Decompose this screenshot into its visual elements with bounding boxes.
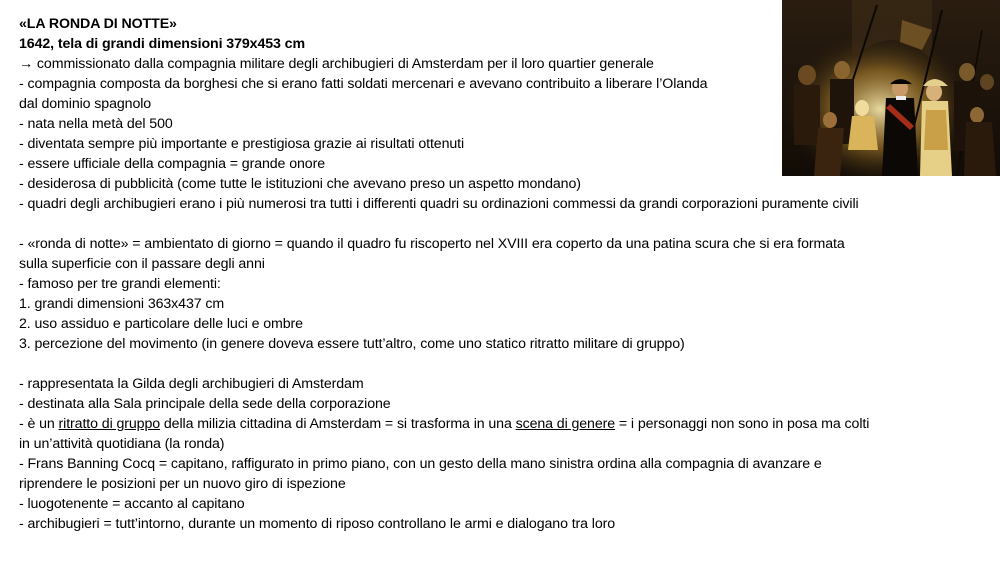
underlined-term-ritratto: ritratto di gruppo bbox=[58, 416, 161, 432]
text-line: 3. percezione del movimento (in genere doveva essere tutt’altro, come uno statico ritratto militare di gruppo) bbox=[19, 336, 685, 352]
blank-line bbox=[19, 354, 989, 374]
slide-title: «LA RONDA DI NOTTE» bbox=[19, 16, 177, 32]
text-line bbox=[19, 414, 989, 434]
text-line: - quadri degli archibugieri erano i più numerosi tra tutti i differenti quadri su ordinazioni commessi da grandi corporazioni puramente civili bbox=[19, 196, 859, 212]
text-line: - archibugieri = tutt’intorno, durante un momento di riposo controllano le armi e dialogano tra loro bbox=[19, 516, 616, 532]
text-line: - «ronda di notte» = ambientato di giorno = quando il quadro fu riscoperto nel XVIII era coperto da una patina scura che si era formata bbox=[19, 236, 845, 252]
text-line: - compagnia composta da borghesi che si erano fatti soldati mercenari e avevano contribuito a liberare l’Olanda bbox=[19, 76, 708, 92]
text-segment: = i personaggi non sono in posa ma colti bbox=[615, 416, 870, 432]
text-line: riprendere le posizioni per un nuovo giro di ispezione bbox=[19, 476, 346, 492]
text-line: - luogotenente = accanto al capitano bbox=[19, 496, 245, 512]
text-line: - diventata sempre più importante e prestigiosa grazie ai risultati ottenuti bbox=[19, 136, 465, 152]
underlined-term-scena: scena di genere bbox=[515, 416, 616, 432]
text-line: - rappresentata la Gilda degli archibugieri di Amsterdam bbox=[19, 376, 364, 392]
text-line: in un’attività quotidiana (la ronda) bbox=[19, 436, 225, 452]
text-line: - famoso per tre grandi elementi: bbox=[19, 276, 221, 292]
text-line: - desiderosa di pubblicità (come tutte le istituzioni che avevano preso un aspetto mondano) bbox=[19, 176, 581, 192]
text-segment: - è un bbox=[19, 416, 59, 432]
text-line: - Frans Banning Cocq = capitano, raffigurato in primo piano, con un gesto della mano sinistra ordina alla compagnia di avanzare e bbox=[19, 456, 822, 472]
painting-image bbox=[782, 0, 1000, 176]
arrow-icon: → bbox=[19, 56, 34, 72]
text-line-content: commissionato dalla compagnia militare degli archibugieri di Amsterdam per il loro quartier generale bbox=[33, 56, 654, 72]
night-watch-painting-icon bbox=[782, 0, 1000, 176]
text-line: sulla superficie con il passare degli anni bbox=[19, 256, 265, 272]
text-line: - destinata alla Sala principale della sede della corporazione bbox=[19, 396, 391, 412]
blank-line bbox=[19, 214, 989, 234]
text-line: dal dominio spagnolo bbox=[19, 96, 152, 112]
text-line: 1. grandi dimensioni 363x437 cm bbox=[19, 296, 225, 312]
text-line: - nata nella metà del 500 bbox=[19, 116, 173, 132]
text-segment: della milizia cittadina di Amsterdam = si trasforma in una bbox=[160, 416, 516, 432]
text-line: - essere ufficiale della compagnia = grande onore bbox=[19, 156, 325, 172]
text-line: 2. uso assiduo e particolare delle luci e ombre bbox=[19, 316, 303, 332]
slide-subtitle: 1642, tela di grandi dimensioni 379x453 cm bbox=[19, 36, 305, 52]
